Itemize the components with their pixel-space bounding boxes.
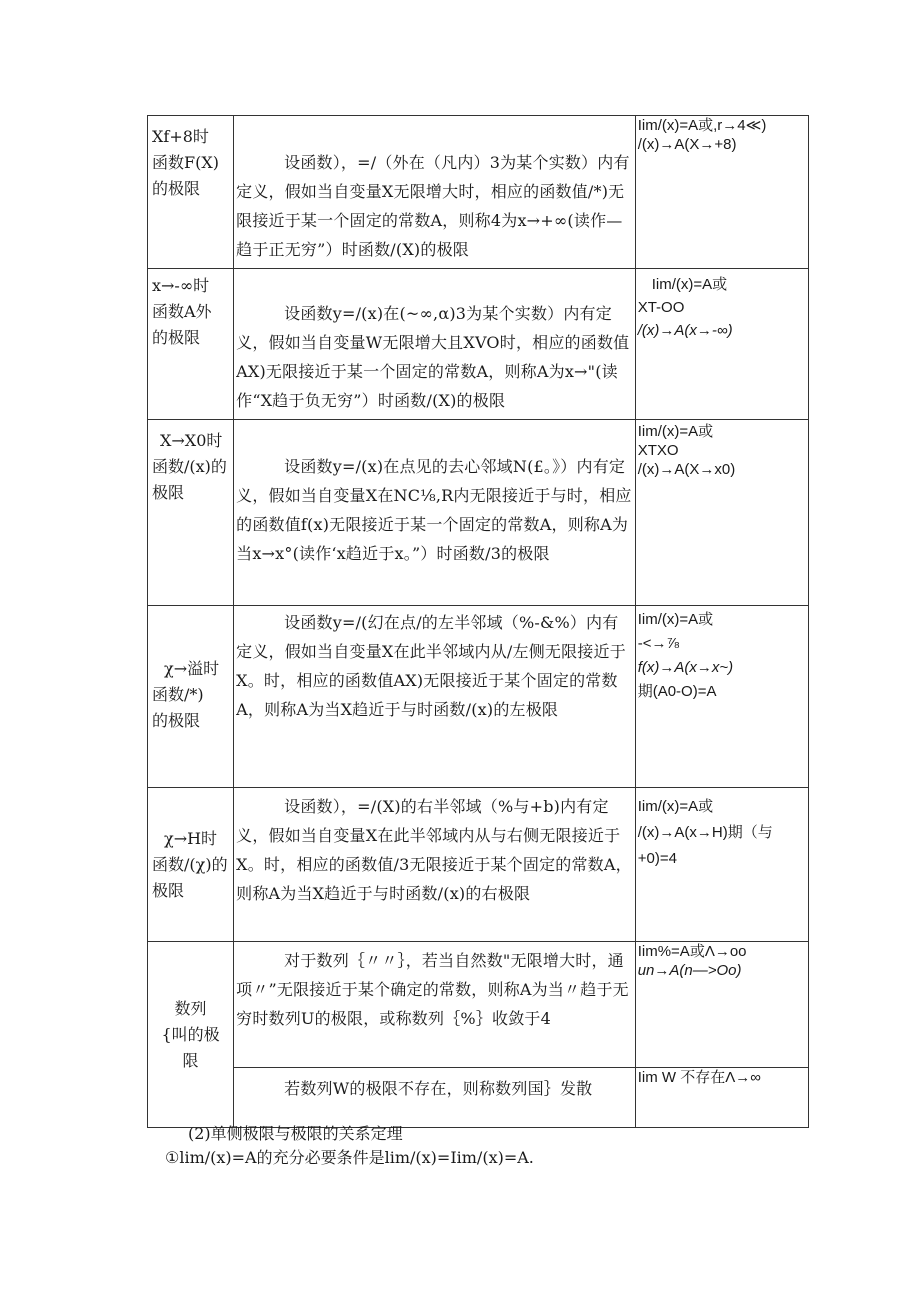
term-cell [148, 420, 234, 606]
term-line: 极限 [152, 483, 185, 502]
term-line: 函数/*) [152, 685, 204, 704]
term-line: 数列 [174, 998, 207, 1018]
definition-text: 设函数），=/（外在（凡内）3为某个实数）内有定义，假如当自变量X无限增大时，相应的函数值/*)无限接近于某一个固定的常数A，则称4为x→+∞(读作—趋于正无穷”）时函数/(X)的极限 [236, 153, 630, 259]
definition-text: 设函数y=/(幻在点/的左半邻域（%-&%）内有定义，假如当自变量X在此半邻域内从/左侧无限接近于X。时，相应的函数值AX)无限接近于某个固定的常数A，则称A为当X趋近于与时函数/(x)的左极限 [236, 613, 626, 719]
symbol-line: Iim/(x)=A或 [637, 611, 714, 628]
term-cell [148, 269, 234, 420]
symbol-line: -<→⅞ [637, 635, 679, 652]
term-cell [148, 942, 234, 1128]
table-row [148, 269, 809, 420]
definition-cell [234, 269, 636, 420]
symbol-line: /(x)→A(x→-∞) [637, 322, 733, 339]
term-line: 的极限 [152, 179, 201, 198]
term-line: 的极限 [152, 711, 201, 730]
definition-cell [234, 116, 636, 269]
definition-cell [234, 1068, 636, 1128]
definition-text: 设函数y=/(x)在点见的去心邻域N(£。》）内有定义，假如当自变量X在NC⅛,R内无限接近于与时，相应的函数值f(x)无限接近于某一个固定的常数A，则称A为当x→x°(读作‘x趋近于x。”）时函数/3的极限 [236, 457, 632, 563]
term-line: 限 [182, 1050, 199, 1070]
term-line: {叫的极 [161, 1024, 220, 1044]
symbol-line: Iim%=A或Λ→oo [637, 943, 747, 960]
table-row [148, 420, 809, 606]
theorem-text: ①lim/(x)=A的充分必要条件是lim/(x)=Iim/(x)=A. [165, 1148, 534, 1167]
symbol-line: f(x)→A(x→x~) [637, 659, 734, 676]
term-line: 函数F(X) [152, 153, 219, 172]
term-line: 极限 [152, 881, 185, 900]
symbol-line: Iim/(x)=A或 [651, 276, 728, 293]
symbol-line: /(x)→A(x→H)期（与+0)=4 [637, 824, 773, 867]
term-line: 的极限 [152, 328, 201, 347]
table-row [148, 1068, 809, 1128]
symbol-cell [635, 1068, 808, 1128]
symbol-cell [635, 420, 808, 606]
symbol-cell [635, 606, 808, 788]
term-cell [148, 116, 234, 269]
symbol-line: un→A(n—>Oo) [637, 962, 742, 979]
definition-text: 对于数列｛〃〃｝，若当自然数"无限增大时，通项〃”无限接近于某个确定的常数，则称A为当〃趋于无穷时数列U的极限，或称数列｛%｝收敛于4 [236, 951, 629, 1028]
symbol-cell [635, 788, 808, 942]
symbol-cell [635, 942, 808, 1068]
term-line: 函数A外 [152, 302, 212, 321]
definition-text: 若数列W的极限不存在，则称数列国｝发散 [284, 1079, 593, 1098]
term-line: χ→溢时 [164, 659, 220, 678]
table-row [148, 788, 809, 942]
definition-cell [234, 420, 636, 606]
term-line: X→X0时 [160, 431, 223, 450]
table-row [148, 606, 809, 788]
symbol-line: /(x)→A(X→x0) [637, 461, 736, 478]
symbol-line: /(x)→A(X→+8) [637, 136, 737, 153]
definition-text: 设函数y=/(x)在(~∞,α)3为某个实数）内有定义，假如当自变量W无限增大且XVO时，相应的函数值AX)无限接近于某一个固定的常数A，则称A为x→"(读作“X趋于负无穷”）时函数/(X)的极限 [236, 304, 630, 410]
definition-cell [234, 788, 636, 942]
table-row [148, 942, 809, 1068]
section-heading: (2)单侧极限与极限的关系定理 [188, 1124, 403, 1143]
symbol-line: Iim/(x)=A或,r→4≪) [637, 117, 767, 134]
symbol-cell [635, 269, 808, 420]
symbol-line: XTXO [637, 442, 679, 459]
definition-cell [234, 942, 636, 1068]
symbol-line: XT-OO [637, 299, 685, 316]
term-line: x→-∞时 [152, 276, 210, 295]
term-cell [148, 606, 234, 788]
symbol-line: 期(A0-O)=A [637, 683, 717, 700]
symbol-line: Iim/(x)=A或 [637, 798, 714, 815]
definition-cell [234, 606, 636, 788]
symbol-line: Iim W 不存在Λ→∞ [637, 1069, 761, 1086]
table-row [148, 116, 809, 269]
term-line: χ→H时 [164, 829, 218, 848]
limits-definition-table [147, 115, 809, 1128]
definition-text: 设函数），=/(X)的右半邻域（%与+b)内有定义，假如当自变量X在此半邻域内从与右侧无限接近于X。时，相应的函数值/3无限接近于某个固定的常数A，则称A为当X趋近于与时函数/(x)的右极限 [236, 797, 632, 903]
symbol-cell [635, 116, 808, 269]
term-line: Xf+8时 [152, 127, 209, 146]
symbol-line: Iim/(x)=A或 [637, 423, 714, 440]
term-cell [148, 788, 234, 942]
term-line: 函数/(χ)的 [152, 855, 228, 874]
term-line: 函数/(x)的 [152, 457, 227, 476]
